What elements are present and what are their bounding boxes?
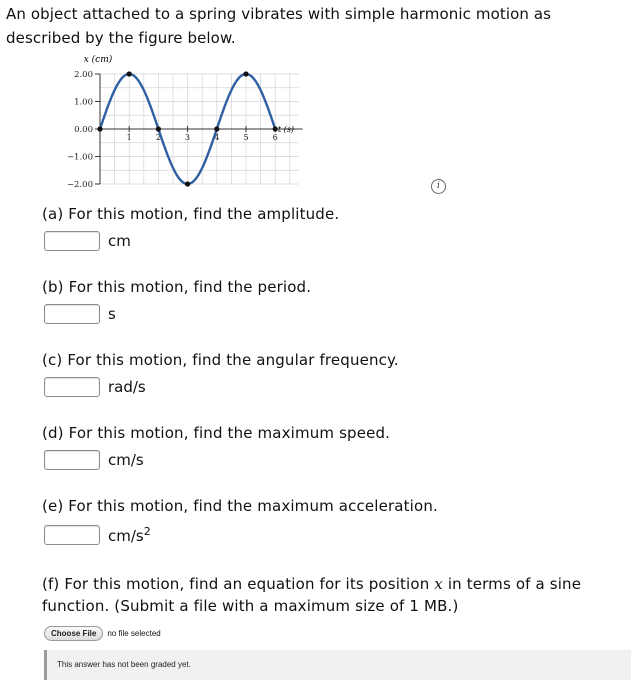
chart-point [156,126,161,131]
file-status: no file selected [107,629,161,638]
question-d-label: (d) For this motion, find the maximum speed. [42,424,391,442]
unit-text: cm [108,232,131,250]
y-tick-label: 0.00 [74,125,93,135]
question-f-line-2: function. (Submit a file with a maximum size of 1 MB.) [42,597,459,615]
chart-point [214,126,219,131]
question-f-line-1: (f) For this motion, find an equation for its position x in terms of a sine [42,575,582,593]
x-tick-label: 5 [243,133,249,142]
info-icon[interactable]: i [431,179,446,194]
y-tick-label: 1.00 [74,97,93,108]
unit-text: cm/s [108,451,144,469]
y-tick-label: −1.00 [66,152,93,163]
chart-point [97,126,102,131]
unit-label-a [108,232,131,250]
x-tick-label: 6 [272,133,278,142]
answer-row-d [44,450,144,470]
x-tick-label: 3 [185,133,191,142]
answer-row-c [44,377,146,397]
y-tick-label: −2.00 [66,180,93,190]
unit-text: s [108,305,116,323]
question-c-label: (c) For this motion, find the angular frequency. [42,351,399,369]
chart-point [243,71,248,76]
question-f [42,573,581,617]
file-upload [44,626,161,641]
x-tick-label: 1 [126,133,132,142]
chart-point [185,181,190,186]
chart-point [127,71,132,76]
problem-statement [6,2,626,50]
unit-label-b [108,305,116,323]
unit-label-e [108,525,151,545]
answer-row-b [44,304,116,324]
choose-file-button[interactable]: Choose File [44,626,103,641]
answer-input-c[interactable] [44,377,100,397]
unit-exponent: 2 [143,525,151,538]
x-tick-label: 4 [214,133,220,142]
unit-text: rad/s [108,378,146,396]
problem-statement-line-1: An object attached to a spring vibrates with simple harmonic motion as [6,5,552,23]
problem-statement-line-2: described by the figure below. [6,29,236,47]
question-a-label: (a) For this motion, find the amplitude. [42,205,340,223]
unit-label-c [108,378,146,396]
grading-status: This answer has not been graded yet. [44,650,631,680]
chart-x-axis-label: t (s) [277,125,295,134]
answer-row-a [44,231,131,251]
answer-row-e [44,525,151,545]
chart-y-axis-label: x (cm) [83,55,113,65]
shm-figure [60,52,310,197]
answer-input-d[interactable] [44,450,100,470]
unit-text: cm/s [108,527,144,545]
question-b-label: (b) For this motion, find the period. [42,278,312,296]
answer-input-b[interactable] [44,304,100,324]
x-tick-label: 2 [155,133,161,142]
answer-input-a[interactable] [44,231,100,251]
question-e-label: (e) For this motion, find the maximum acceleration. [42,497,438,515]
answer-input-e[interactable] [44,525,100,545]
unit-label-d [108,451,144,469]
y-tick-label: 2.00 [74,70,93,80]
